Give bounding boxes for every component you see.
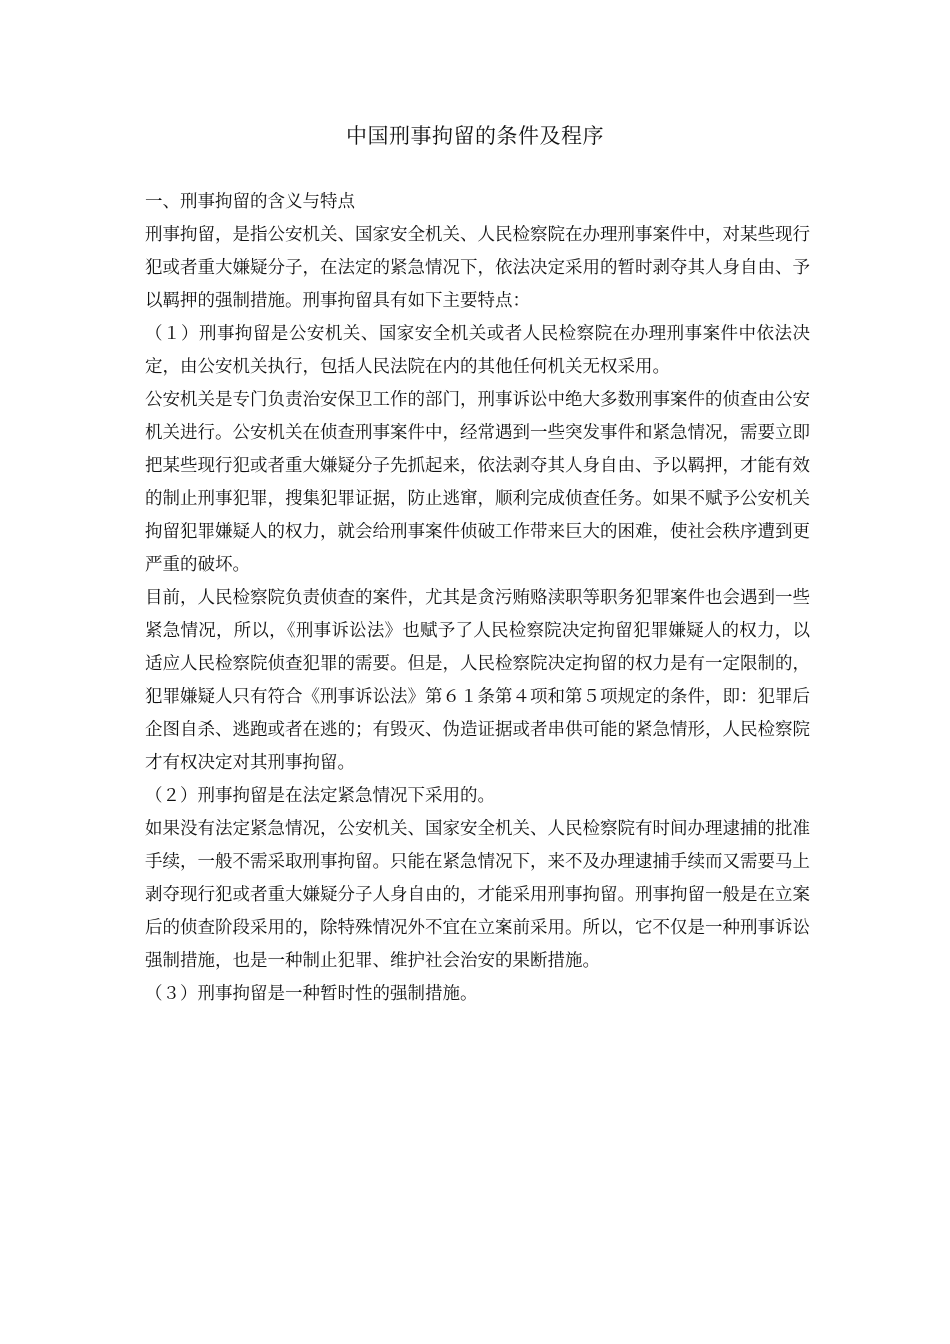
- paragraph-feature-2: （２）刑事拘留是在法定紧急情况下采用的。: [145, 786, 495, 806]
- paragraph-feature-3: （３）刑事拘留是一种暂时性的强制措施。: [145, 984, 478, 1004]
- section-heading: 一、刑事拘留的含义与特点: [145, 192, 355, 212]
- paragraph-emergency: 如果没有法定紧急情况，公安机关、国家安全机关、人民检察院有时间办理逮捕的批准手续，一般不需采取刑事拘留。只能在紧急情况下，来不及办理逮捕手续而又需要马上剥夺现行犯或者重大嫌疑分子人身自由的，才能采用刑事拘留。刑事拘留一般是在立案后的侦查阶段采用的，除特殊情况外不宜在立案前采用。所以，它不仅是一种刑事诉讼强制措施，也是一种制止犯罪、维护社会治安的果断措施。: [145, 819, 810, 971]
- paragraph-procuratorate-role: 目前，人民检察院负责侦查的案件，尤其是贪污贿赂渎职等职务犯罪案件也会遇到一些紧急情况，所以，《刑事诉讼法》也赋予了人民检察院决定拘留犯罪嫌疑人的权力，以适应人民检察院侦查犯罪的需要。但是，人民检察院决定拘留的权力是有一定限制的，犯罪嫌疑人只有符合《刑事诉讼法》第６１条第４项和第５项规定的条件，即：犯罪后企图自杀、逃跑或者在逃的；有毁灭、伪造证据或者串供可能的紧急情形，人民检察院才有权决定对其刑事拘留。: [145, 588, 810, 773]
- paragraph-police-role: 公安机关是专门负责治安保卫工作的部门，刑事诉讼中绝大多数刑事案件的侦查由公安机关进行。公安机关在侦查刑事案件中，经常遇到一些突发事件和紧急情况，需要立即把某些现行犯或者重大嫌疑分子先抓起来，依法剥夺其人身自由、予以羁押，才能有效的制止刑事犯罪，搜集犯罪证据，防止逃窜，顺利完成侦查任务。如果不赋予公安机关拘留犯罪嫌疑人的权力，就会给刑事案件侦破工作带来巨大的困难，使社会秩序遭到更严重的破坏。: [145, 390, 810, 575]
- paragraph-feature-1: （１）刑事拘留是公安机关、国家安全机关或者人民检察院在办理刑事案件中依法决定，由公安机关执行，包括人民法院在内的其他任何机关无权采用。: [145, 324, 810, 377]
- paragraph-definition: 刑事拘留，是指公安机关、国家安全机关、人民检察院在办理刑事案件中，对某些现行犯或者重大嫌疑分子，在法定的紧急情况下，依法决定采用的暂时剥夺其人身自由、予以羁押的强制措施。刑事拘留具有如下主要特点：: [145, 225, 810, 311]
- document-title: 中国刑事拘留的条件及程序: [346, 124, 604, 148]
- document-body: [145, 186, 810, 1011]
